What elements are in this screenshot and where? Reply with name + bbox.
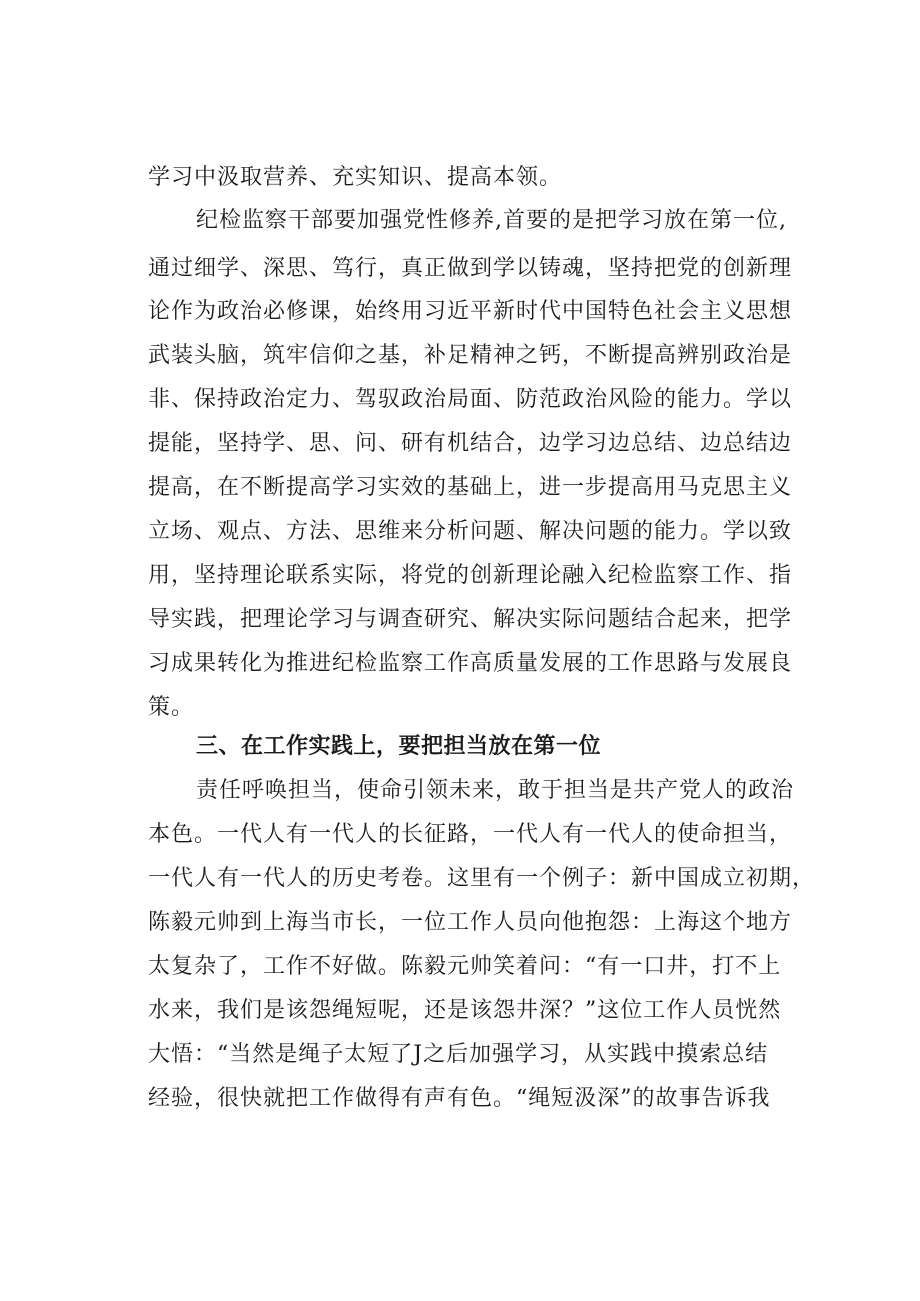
- paragraph-line: 提高，在不断提高学习实效的基础上，进一步提高用马克思主义: [148, 475, 793, 500]
- paragraph-line: 本色。一代人有一代人的长征路，一代人有一代人的使命担当，: [148, 822, 793, 847]
- paragraph-line: 用，坚持理论联系实际，将党的创新理论融入纪检监察工作、指: [148, 563, 793, 588]
- paragraph-line: 提能，坚持学、思、问、研有机结合，边学习边总结、边总结边: [148, 431, 793, 456]
- paragraph-line: 立场、观点、方法、思维来分析问题、解决问题的能力。学以致: [148, 519, 793, 544]
- paragraph-line: 学习中汲取营养、充实知识、提高本领。: [148, 165, 563, 190]
- paragraph-line: 经验，很快就把工作做得有声有色。“绳短汲深”的故事告诉我: [148, 1086, 771, 1111]
- paragraph-line: 责任呼唤担当，使命引领未来，敢于担当是共产党人的政治: [196, 778, 795, 803]
- paragraph-line: 武装头脑，筑牢信仰之基，补足精神之钙，不断提高辨别政治是: [148, 343, 793, 368]
- paragraph-line: 论作为政治必修课，始终用习近平新时代中国特色社会主义思想: [148, 299, 793, 324]
- paragraph-line: 太复杂了，工作不好做。陈毅元帅笑着问：“有一口井，打不上: [148, 954, 782, 979]
- paragraph-line: 大悟：“当然是绳子太短了J之后加强学习，从实践中摸索总结: [148, 1042, 769, 1067]
- paragraph-line: 纪检监察干部要加强党性修养,首要的是把学习放在第一位,: [196, 208, 787, 233]
- section-heading: 三、在工作实践上，要把担当放在第一位: [196, 734, 602, 759]
- paragraph-line: 一代人有一代人的历史考卷。这里有一个例子：新中国成立初期，: [148, 866, 816, 891]
- paragraph-line: 非、保持政治定力、驾驭政治局面、防范政治风险的能力。学以: [148, 387, 793, 412]
- paragraph-line: 水来，我们是该怨绳短呢，还是该怨井深？”这位工作人员恍然: [148, 998, 782, 1023]
- paragraph-line: 通过细学、深思、笃行，真正做到学以铸魂，坚持把党的创新理: [148, 256, 793, 281]
- paragraph-line: 策。: [148, 695, 195, 720]
- paragraph-line: 导实践，把理论学习与调查研究、解决实际问题结合起来，把学: [148, 607, 793, 632]
- paragraph-line: 陈毅元帅到上海当市长，一位工作人员向他抱怨：上海这个地方: [148, 910, 793, 935]
- paragraph-line: 习成果转化为推进纪检监察工作高质量发展的工作思路与发展良: [148, 651, 793, 676]
